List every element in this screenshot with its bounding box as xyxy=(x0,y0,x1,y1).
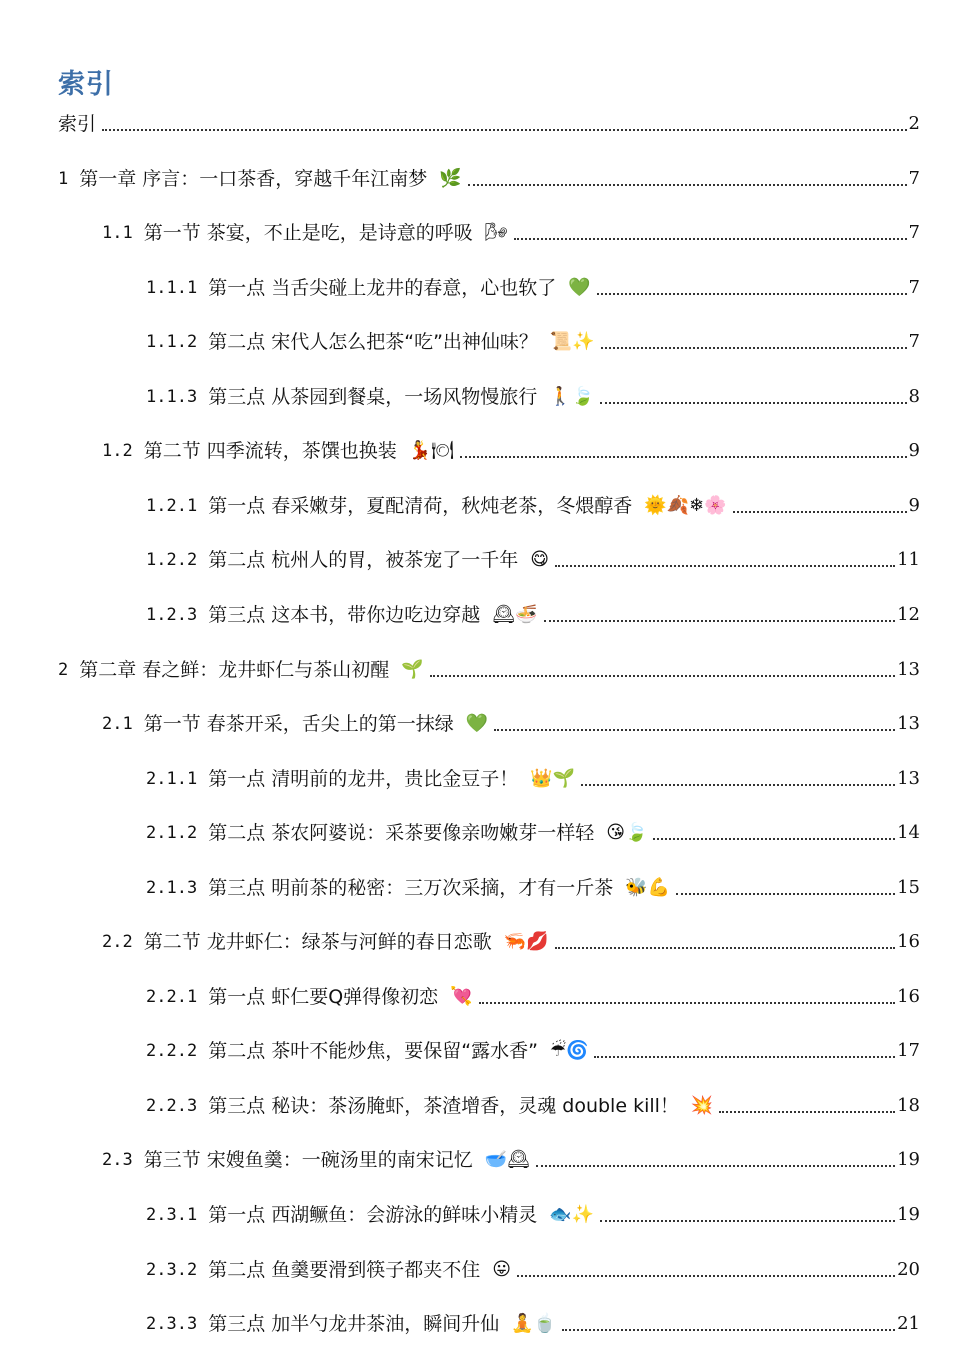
toc-entry-title: 索引 xyxy=(58,113,97,135)
dot-leader xyxy=(562,1329,895,1331)
toc-entry[interactable] xyxy=(146,1198,920,1228)
toc-entry[interactable] xyxy=(146,325,920,355)
toc-page-number: 16 xyxy=(897,931,920,952)
emoji-icon: 🌬 xyxy=(484,222,508,243)
emoji-icon: 💚 xyxy=(465,713,489,734)
toc-entry-title: 第二点 宋代人怎么把茶“吃”出神仙味？ xyxy=(208,331,538,353)
toc-entry-title: 第二章 春之鲜：龙井虾仁与茶山初醒 xyxy=(79,659,390,681)
toc-entry-title: 第三点 加半勺龙井茶油，瞬间升仙 xyxy=(208,1313,500,1335)
toc-page-number: 9 xyxy=(908,440,920,461)
dot-leader xyxy=(600,1220,895,1222)
dot-leader xyxy=(733,511,907,513)
dot-leader xyxy=(479,1002,895,1004)
toc-entry-title: 第三点 从茶园到餐桌，一场风物慢旅行 xyxy=(208,386,538,408)
toc-entry-title: 第二点 茶农阿婆说：采茶要像亲吻嫩芽一样轻 xyxy=(208,822,595,844)
toc-entry[interactable] xyxy=(146,598,920,628)
toc-entry-title: 第一点 当舌尖碰上龙井的春意，心也软了 xyxy=(208,277,557,299)
toc-page-number: 7 xyxy=(908,331,920,352)
toc-entry-number: 1.1 xyxy=(102,223,133,243)
toc-entry-title: 第一节 茶宴，不止是吃，是诗意的呼吸 xyxy=(143,222,473,244)
dot-leader xyxy=(719,1111,895,1113)
emoji-icon: ☔🌀 xyxy=(549,1040,589,1061)
toc-entry-title: 第三节 宋嫂鱼羹：一碗汤里的南宋记忆 xyxy=(143,1149,473,1171)
emoji-icon: 📜✨ xyxy=(549,331,595,352)
toc-entry[interactable] xyxy=(58,107,920,137)
toc-entry-number: 2.3.3 xyxy=(146,1314,198,1334)
toc-page-number: 19 xyxy=(897,1149,920,1170)
dot-leader xyxy=(601,347,907,349)
toc-page-number: 14 xyxy=(897,822,920,843)
toc-entry-number: 1.1.1 xyxy=(146,278,198,298)
dot-leader xyxy=(555,947,896,949)
toc-page-number: 7 xyxy=(908,277,920,298)
toc-entry-number: 2.1.2 xyxy=(146,823,198,843)
toc-page-number: 21 xyxy=(897,1313,920,1334)
toc-entry-title: 第一点 春采嫩芽，夏配清荷，秋炖老茶，冬煨醇香 xyxy=(208,495,633,517)
toc-entry-number: 2.1 xyxy=(102,714,133,734)
toc-entry-title: 第二节 龙井虾仁：绿茶与河鲜的春日恋歌 xyxy=(143,931,492,953)
toc-entry[interactable] xyxy=(146,489,920,519)
toc-entry-number: 2.1.1 xyxy=(146,769,198,789)
toc-page-number: 12 xyxy=(897,604,920,625)
toc-entry[interactable] xyxy=(146,380,920,410)
toc-entry-title: 第三点 这本书，带你边吃边穿越 xyxy=(208,604,481,626)
toc-entry[interactable] xyxy=(102,434,920,464)
toc-entry-number: 1.2.2 xyxy=(146,550,198,570)
emoji-icon: 💥 xyxy=(690,1095,714,1116)
toc-page-number: 20 xyxy=(897,1259,920,1280)
toc-entry-title: 第一点 西湖鳜鱼：会游泳的鲜味小精灵 xyxy=(208,1204,538,1226)
toc-entry[interactable] xyxy=(102,707,920,737)
toc-entry-number: 2.3.1 xyxy=(146,1205,198,1225)
toc-entry-number: 1.1.3 xyxy=(146,387,198,407)
toc-page-number: 19 xyxy=(897,1204,920,1225)
dot-leader xyxy=(600,402,906,404)
dot-leader xyxy=(468,184,907,186)
toc-page-number: 7 xyxy=(908,168,920,189)
page-title: 索引 xyxy=(58,69,114,100)
toc-entry-number: 1.2 xyxy=(102,441,133,461)
toc-page-number: 13 xyxy=(897,768,920,789)
toc-entry-number: 1.2.1 xyxy=(146,496,198,516)
toc-entry-number: 2.3.2 xyxy=(146,1260,198,1280)
toc-entry[interactable] xyxy=(102,216,920,246)
toc-entry-title: 第一节 春茶开采，舌尖上的第一抹绿 xyxy=(143,713,454,735)
toc-entry-number: 1.1.2 xyxy=(146,332,198,352)
emoji-icon: 🐟✨ xyxy=(549,1204,595,1225)
emoji-icon: 🌿 xyxy=(439,168,462,189)
toc-entry-number: 2.2.3 xyxy=(146,1096,198,1116)
toc-entry-title: 第一点 清明前的龙井，贵比金豆子！ xyxy=(208,768,519,790)
emoji-icon: 😋 xyxy=(530,549,549,570)
toc-entry-number: 2.2.2 xyxy=(146,1041,198,1061)
toc-entry-title: 第二点 鱼羹要滑到筷子都夹不住 xyxy=(208,1259,481,1281)
toc-page-number: 7 xyxy=(908,222,920,243)
emoji-icon: 🧘🍵 xyxy=(511,1313,557,1334)
dot-leader xyxy=(544,620,896,622)
toc-page-number: 16 xyxy=(897,986,920,1007)
dot-leader xyxy=(514,238,907,240)
dot-leader xyxy=(494,729,895,731)
emoji-icon: 🦐💋 xyxy=(503,931,549,952)
toc-entry-title: 第二点 杭州人的胃，被茶宠了一千年 xyxy=(208,549,519,571)
toc-entry[interactable] xyxy=(58,162,920,192)
toc-page-number: 9 xyxy=(908,495,920,516)
toc-entry[interactable] xyxy=(146,1089,920,1119)
toc-entry[interactable] xyxy=(146,271,920,301)
toc-page-number: 18 xyxy=(897,1095,920,1116)
dot-leader xyxy=(676,893,895,895)
toc-page-number: 11 xyxy=(897,549,920,570)
toc-entry-number: 2.2.1 xyxy=(146,987,198,1007)
dot-leader xyxy=(460,456,907,458)
toc-entry-title: 第一章 序言：一口茶香，穿越千年江南梦 xyxy=(79,168,428,190)
toc-entry[interactable] xyxy=(146,762,920,792)
toc-entry[interactable] xyxy=(58,653,920,683)
emoji-icon: 🚶🍃 xyxy=(549,386,595,407)
toc-entry-title: 第二点 茶叶不能炒焦，要保留“露水香” xyxy=(208,1040,538,1062)
dot-leader xyxy=(594,1056,895,1058)
toc-entry[interactable] xyxy=(146,871,920,901)
dot-leader xyxy=(536,1165,895,1167)
emoji-icon: 💚 xyxy=(568,277,591,298)
dot-leader xyxy=(102,129,907,131)
toc-entry-number: 2.1.3 xyxy=(146,878,198,898)
emoji-icon: 👑🌱 xyxy=(530,768,576,789)
emoji-icon: 💃🍽 xyxy=(408,440,455,461)
emoji-icon: 😛 xyxy=(492,1259,511,1280)
toc-page-number: 13 xyxy=(897,713,920,734)
emoji-icon: 🕰🍜 xyxy=(492,604,538,625)
emoji-icon: 🐝💪 xyxy=(625,877,671,898)
toc-entry-title: 第三点 明前茶的秘密：三万次采摘，才有一斤茶 xyxy=(208,877,614,899)
toc-entry[interactable] xyxy=(146,543,920,573)
toc-entry-title: 第三点 秘诀：茶汤腌虾，茶渣增香，灵魂 double kill！ xyxy=(208,1095,679,1117)
emoji-icon: 💘 xyxy=(450,986,473,1007)
toc-entry-number: 2.3 xyxy=(102,1150,133,1170)
toc-page-number: 15 xyxy=(897,877,920,898)
toc-entry-number: 2 xyxy=(58,660,69,680)
emoji-icon: 🌱 xyxy=(401,659,424,680)
emoji-icon: 🌞🍂❄🌸 xyxy=(644,495,727,516)
emoji-icon: 🥣🕰 xyxy=(484,1149,531,1170)
toc-entry[interactable] xyxy=(102,1143,920,1173)
toc-entry[interactable] xyxy=(146,1034,920,1064)
toc-entry[interactable] xyxy=(146,1253,920,1283)
toc-entry-number: 1.2.3 xyxy=(146,605,198,625)
toc-entry-title: 第二节 四季流转，茶馔也换装 xyxy=(143,440,397,462)
emoji-icon: 😘🍃 xyxy=(606,822,648,843)
toc-page-number: 17 xyxy=(897,1040,920,1061)
toc-page-number: 13 xyxy=(897,659,920,680)
toc-page-number: 2 xyxy=(908,113,920,134)
toc-page-number: 8 xyxy=(908,386,920,407)
toc-entry-number: 1 xyxy=(58,169,69,189)
dot-leader xyxy=(517,1275,895,1277)
toc-entry[interactable] xyxy=(102,925,920,955)
dot-leader xyxy=(555,565,895,567)
toc-entry-title: 第一点 虾仁要Q弹得像初恋 xyxy=(208,986,439,1008)
dot-leader xyxy=(653,838,895,840)
toc-entry[interactable] xyxy=(146,1307,920,1337)
dot-leader xyxy=(597,293,907,295)
dot-leader xyxy=(430,675,895,677)
toc-entry[interactable] xyxy=(146,816,920,846)
dot-leader xyxy=(581,784,895,786)
toc-entry[interactable] xyxy=(146,980,920,1010)
toc-entry-number: 2.2 xyxy=(102,932,133,952)
